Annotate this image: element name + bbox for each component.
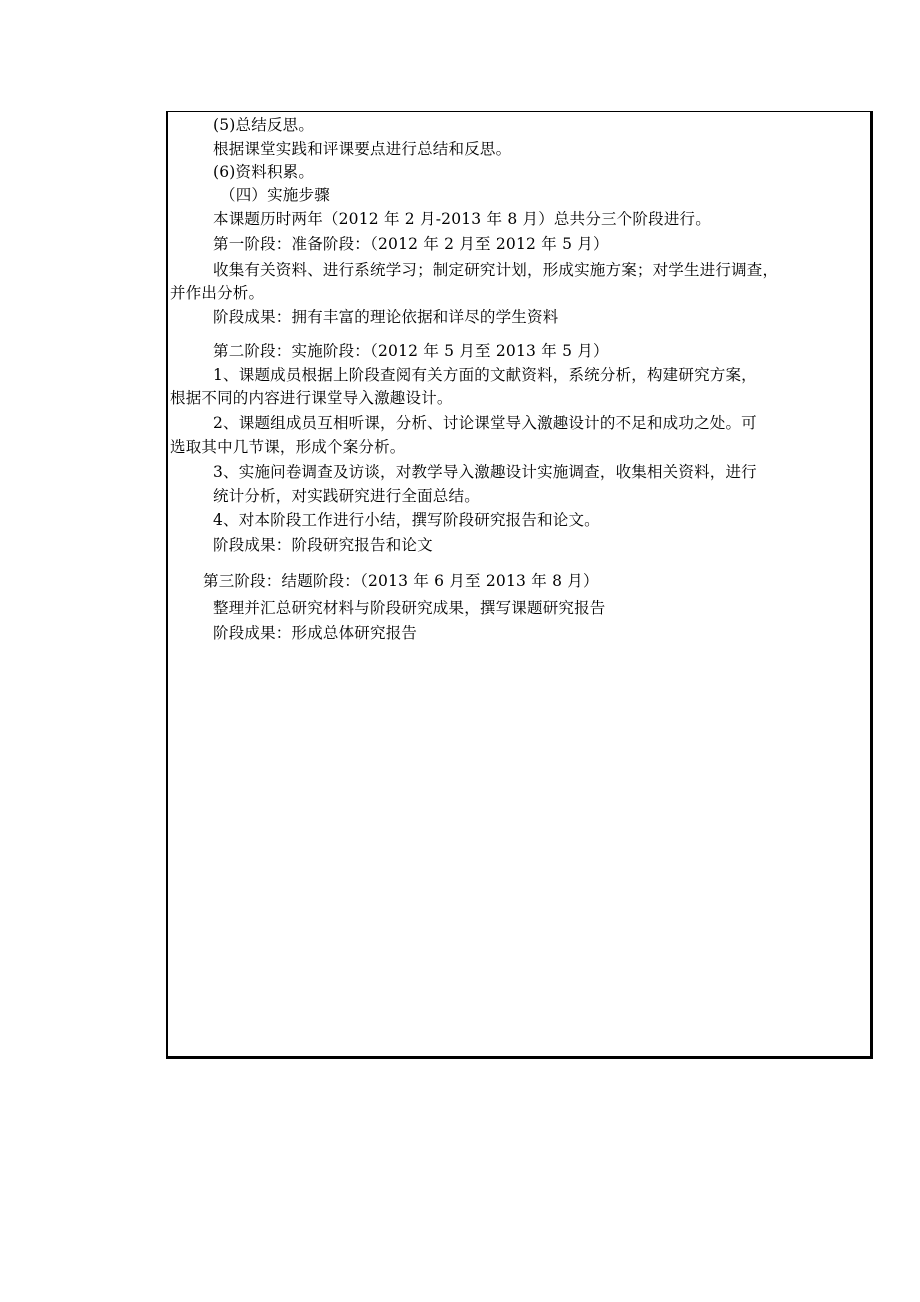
text-line: 根据课堂实践和评课要点进行总结和反思。 — [213, 140, 512, 158]
text-line: (5)总结反思。 — [213, 116, 315, 134]
text-line: 统计分析，对实践研究进行全面总结。 — [213, 487, 480, 505]
text-line: 4、对本阶段工作进行小结，撰写阶段研究报告和论文。 — [213, 511, 600, 529]
stage-heading: 第三阶段：结题阶段：（2013 年 6 月至 2013 年 8 月） — [203, 572, 599, 590]
text-line: 3、实施问卷调查及访谈，对教学导入激趣设计实施调查，收集相关资料，进行 — [213, 463, 757, 481]
stage-heading: 第一阶段：准备阶段：（2012 年 2 月至 2012 年 5 月） — [213, 235, 609, 253]
section-heading: （四）实施步骤 — [220, 186, 330, 204]
text-line: 收集有关资料、进行系统学习；制定研究计划，形成实施方案；对学生进行调查， — [213, 261, 779, 279]
text-line: 1、课题成员根据上阶段查阅有关方面的文献资料，系统分析，构建研究方案， — [213, 366, 757, 384]
text-line: 并作出分析。 — [170, 284, 265, 302]
stage-heading: 第二阶段：实施阶段：（2012 年 5 月至 2013 年 5 月） — [213, 342, 609, 360]
stage-result: 阶段成果：形成总体研究报告 — [213, 624, 418, 642]
text-line: (6)资料积累。 — [213, 163, 315, 181]
text-line: 2、课题组成员互相听课，分析、讨论课堂导入激趣设计的不足和成功之处。可 — [213, 414, 757, 432]
stage-result: 阶段成果：拥有丰富的理论依据和详尽的学生资料 — [213, 308, 559, 326]
text-line: 根据不同的内容进行课堂导入激趣设计。 — [170, 389, 453, 407]
text-line: 整理并汇总研究材料与阶段研究成果，撰写课题研究报告 — [213, 599, 606, 617]
stage-result: 阶段成果：阶段研究报告和论文 — [213, 536, 433, 554]
text-line: 本课题历时两年（2012 年 2 月-2013 年 8 月）总共分三个阶段进行。 — [213, 210, 711, 228]
text-line: 选取其中几节课，形成个案分析。 — [170, 438, 406, 456]
